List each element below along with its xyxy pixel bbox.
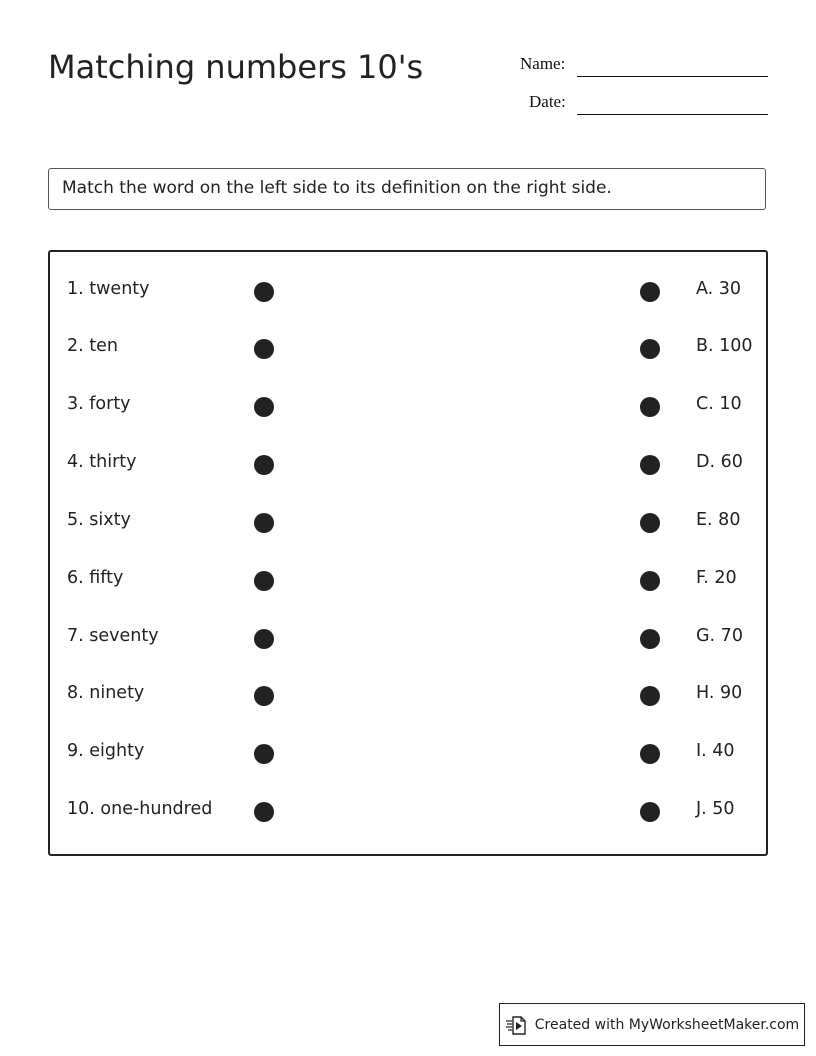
match-word: 7. seventy (67, 626, 159, 646)
left-dot[interactable] (254, 282, 274, 302)
match-word: 9. eighty (67, 741, 145, 761)
right-dot[interactable] (640, 802, 660, 822)
match-row (50, 797, 766, 827)
match-row (50, 277, 766, 307)
footer-credit[interactable] (499, 1003, 805, 1046)
left-dot[interactable] (254, 513, 274, 533)
worksheet-maker-logo-icon (505, 1014, 529, 1036)
left-dot[interactable] (254, 686, 274, 706)
match-row (50, 566, 766, 596)
right-dot[interactable] (640, 282, 660, 302)
match-definition: F. 20 (696, 568, 737, 588)
name-label: Name: (520, 54, 566, 73)
right-dot[interactable] (640, 744, 660, 764)
match-definition: D. 60 (696, 452, 743, 472)
match-word: 6. fifty (67, 568, 124, 588)
match-word: 2. ten (67, 336, 118, 356)
match-definition: E. 80 (696, 510, 741, 530)
matching-box (48, 250, 768, 856)
name-line[interactable] (577, 76, 768, 77)
match-definition: C. 10 (696, 394, 742, 414)
match-word: 10. one-hundred (67, 799, 213, 819)
left-dot[interactable] (254, 397, 274, 417)
match-definition: I. 40 (696, 741, 735, 761)
match-definition: B. 100 (696, 336, 753, 356)
match-row (50, 739, 766, 769)
right-dot[interactable] (640, 686, 660, 706)
match-row (50, 334, 766, 364)
match-row (50, 624, 766, 654)
page-title: Matching numbers 10's (48, 48, 424, 86)
right-dot[interactable] (640, 455, 660, 475)
right-dot[interactable] (640, 339, 660, 359)
date-label: Date: (529, 92, 566, 111)
match-definition: A. 30 (696, 279, 742, 299)
match-word: 5. sixty (67, 510, 131, 530)
match-definition: H. 90 (696, 683, 743, 703)
match-definition: G. 70 (696, 626, 743, 646)
match-definition: J. 50 (696, 799, 735, 819)
left-dot[interactable] (254, 744, 274, 764)
left-dot[interactable] (254, 629, 274, 649)
right-dot[interactable] (640, 571, 660, 591)
instructions-box: Match the word on the left side to its definition on the right side. (48, 168, 766, 210)
match-word: 4. thirty (67, 452, 137, 472)
footer-text: Created with MyWorksheetMaker.com (534, 1016, 800, 1033)
match-word: 8. ninety (67, 683, 145, 703)
match-word: 3. forty (67, 394, 131, 414)
right-dot[interactable] (640, 513, 660, 533)
match-word: 1. twenty (67, 279, 150, 299)
left-dot[interactable] (254, 455, 274, 475)
match-row (50, 392, 766, 422)
left-dot[interactable] (254, 571, 274, 591)
date-line[interactable] (577, 114, 768, 115)
right-dot[interactable] (640, 629, 660, 649)
match-row (50, 450, 766, 480)
match-row (50, 681, 766, 711)
match-row (50, 508, 766, 538)
left-dot[interactable] (254, 802, 274, 822)
right-dot[interactable] (640, 397, 660, 417)
left-dot[interactable] (254, 339, 274, 359)
